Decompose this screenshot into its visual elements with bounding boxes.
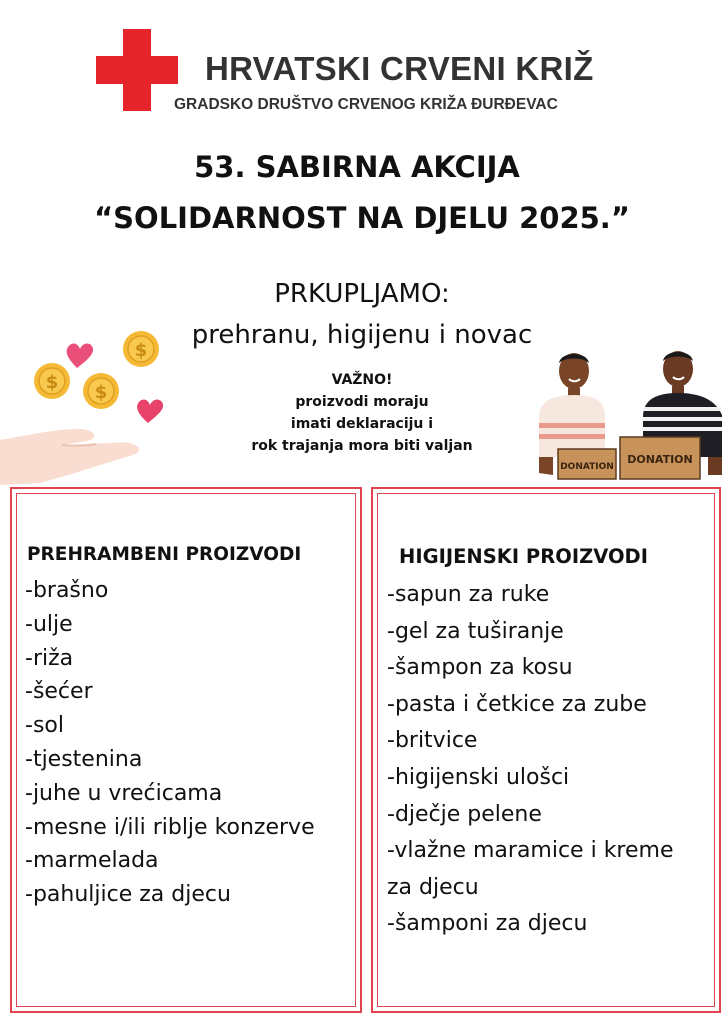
list-item: -britvice [387, 728, 478, 754]
collect-heading: PRKUPLJAMO: [274, 279, 450, 309]
red-cross-logo [96, 29, 178, 111]
list-item: -pahuljice za djecu [25, 882, 231, 908]
list-item: -šećer [25, 679, 93, 705]
hygiene-products-list [387, 577, 674, 943]
red-cross-icon [96, 29, 178, 111]
food-products-list [25, 574, 315, 912]
food-products-title: PREHRAMBENI PROIZVODI [27, 544, 302, 565]
important-line: imati deklaraciju i [290, 416, 434, 432]
heart-icon [137, 400, 163, 423]
list-item: -riža [25, 645, 74, 671]
list-item: -pasta i četkice za zube [387, 691, 647, 717]
list-item: za djecu [387, 874, 479, 900]
donation-box-icon [558, 449, 616, 479]
list-item: -mesne i/ili riblje konzerve [25, 814, 315, 840]
svg-text:DONATION: DONATION [627, 453, 693, 466]
hygiene-products-title: HIGIJENSKI PROIZVODI [399, 545, 648, 568]
list-item: -dječje pelene [387, 801, 542, 827]
list-item: -sapun za ruke [387, 582, 550, 607]
donation-people-illustration [525, 345, 724, 487]
list-item: -vlažne maramice i kreme [387, 838, 674, 864]
donation-box-icon [620, 437, 700, 479]
list-item: -brašno [25, 578, 109, 603]
important-note [232, 369, 492, 457]
list-item: -tjestenina [25, 746, 143, 772]
list-item: -marmelada [25, 848, 159, 874]
food-products-box [10, 487, 362, 1013]
collect-items: prehranu, higijenu i novac [191, 320, 533, 350]
svg-text:$: $ [94, 382, 108, 403]
hygiene-products-box [371, 487, 721, 1013]
coin-icon [83, 373, 119, 409]
coin-icon [123, 331, 159, 367]
svg-text:DONATION: DONATION [560, 462, 614, 472]
campaign-title-line1: 53. SABIRNA AKCIJA [194, 150, 520, 184]
coin-icon [34, 363, 70, 399]
hand-icon [0, 429, 139, 485]
svg-text:$: $ [134, 340, 148, 361]
list-item: -šampon za kosu [387, 655, 573, 681]
list-item: -juhe u vrećicama [25, 780, 223, 806]
heart-icon [67, 344, 93, 368]
important-line: VAŽNO! [331, 372, 393, 388]
hand-with-coins-illustration [0, 325, 175, 485]
important-line: rok trajanja mora biti valjan [251, 438, 473, 454]
important-line: proizvodi moraju [295, 394, 429, 410]
organization-subtitle: GRADSKO DRUŠTVO CRVENOG KRIŽA ĐURĐEVAC [174, 96, 558, 113]
svg-text:$: $ [45, 372, 59, 393]
campaign-title-line2: “SOLIDARNOST NA DJELU 2025.” [94, 201, 630, 235]
list-item: -ulje [25, 611, 73, 637]
list-item: -gel za tuširanje [387, 618, 564, 644]
list-item: -šamponi za djecu [387, 911, 588, 937]
list-item: -higijenski ulošci [387, 764, 570, 790]
list-item: -sol [25, 713, 64, 739]
organization-name: HRVATSKI CRVENI KRIŽ [205, 50, 594, 87]
